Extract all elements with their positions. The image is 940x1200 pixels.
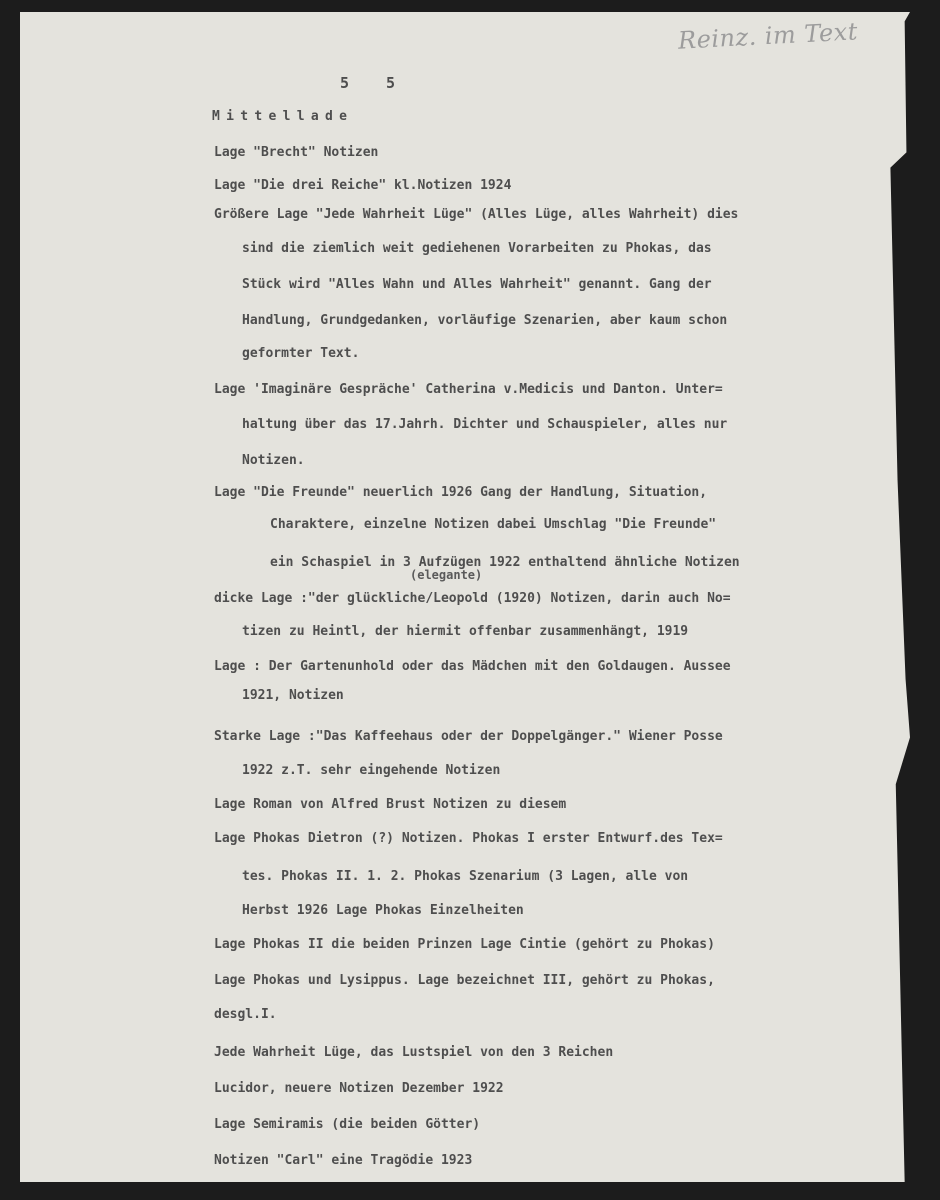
- text-line: Lage 'Imaginäre Gespräche' Catherina v.Medicis und Danton. Unter=: [214, 382, 723, 397]
- text-line: Lage Roman von Alfred Brust Notizen zu diesem: [214, 797, 567, 812]
- text-line: Notizen.: [242, 453, 305, 468]
- text-line: 1921, Notizen: [242, 688, 344, 703]
- text-line: Lage Semiramis (die beiden Götter): [214, 1117, 481, 1132]
- handwritten-note: Reinz. im Text: [677, 17, 859, 55]
- text-line: geformter Text.: [242, 346, 360, 361]
- text-line: tizen zu Heintl, der hiermit offenbar zusammenhängt, 1919: [242, 624, 689, 639]
- page-number: 5 5: [340, 74, 410, 92]
- text-line: Lage Phokas II die beiden Prinzen Lage Cintie (gehört zu Phokas): [214, 937, 715, 952]
- text-line: Lage "Die Freunde" neuerlich 1926 Gang der Handlung, Situation,: [214, 485, 708, 500]
- text-line: desgl.I.: [214, 1007, 277, 1022]
- text-line: Jede Wahrheit Lüge, das Lustspiel von den 3 Reichen: [214, 1045, 614, 1060]
- text-line: Lage "Brecht" Notizen: [214, 145, 379, 160]
- text-line: Herbst 1926 Lage Phokas Einzelheiten: [242, 903, 524, 918]
- text-line: Lage Phokas Dietron (?) Notizen. Phokas I erster Entwurf.des Tex=: [214, 831, 723, 846]
- text-line: Größere Lage "Jede Wahrheit Lüge" (Alles Lüge, alles Wahrheit) dies: [214, 207, 739, 222]
- text-line: Handlung, Grundgedanken, vorläufige Szenarien, aber kaum schon: [242, 313, 728, 328]
- text-line: Stück wird "Alles Wahn und Alles Wahrheit" genannt. Gang der: [242, 277, 712, 292]
- text-line: Notizen "Carl" eine Tragödie 1923: [214, 1153, 473, 1168]
- text-line: ein Schaspiel in 3 Aufzügen 1922 enthaltend ähnliche Notizen: [270, 555, 740, 570]
- text-line: Lage Phokas und Lysippus. Lage bezeichnet III, gehört zu Phokas,: [214, 973, 715, 988]
- text-line: haltung über das 17.Jahrh. Dichter und Schauspieler, alles nur: [242, 417, 728, 432]
- text-line: sind die ziemlich weit gediehenen Vorarbeiten zu Phokas, das: [242, 241, 712, 256]
- text-line: Charaktere, einzelne Notizen dabei Umschlag "Die Freunde": [270, 517, 717, 532]
- text-line: dicke Lage :"der glückliche/Leopold (1920) Notizen, darin auch No=: [214, 591, 731, 606]
- text-line: Lage "Die drei Reiche" kl.Notizen 1924: [214, 178, 512, 193]
- text-line: tes. Phokas II. 1. 2. Phokas Szenarium (3 Lagen, alle von: [242, 869, 689, 884]
- text-line: Lucidor, neuere Notizen Dezember 1922: [214, 1081, 504, 1096]
- section-heading: Mittellade: [212, 109, 354, 124]
- text-line: Starke Lage :"Das Kaffeehaus oder der Doppelgänger." Wiener Posse: [214, 729, 723, 744]
- interlinear-insert: (elegante): [410, 568, 483, 582]
- text-line: 1922 z.T. sehr eingehende Notizen: [242, 763, 501, 778]
- text-line: Lage : Der Gartenunhold oder das Mädchen mit den Goldaugen. Aussee: [214, 659, 731, 674]
